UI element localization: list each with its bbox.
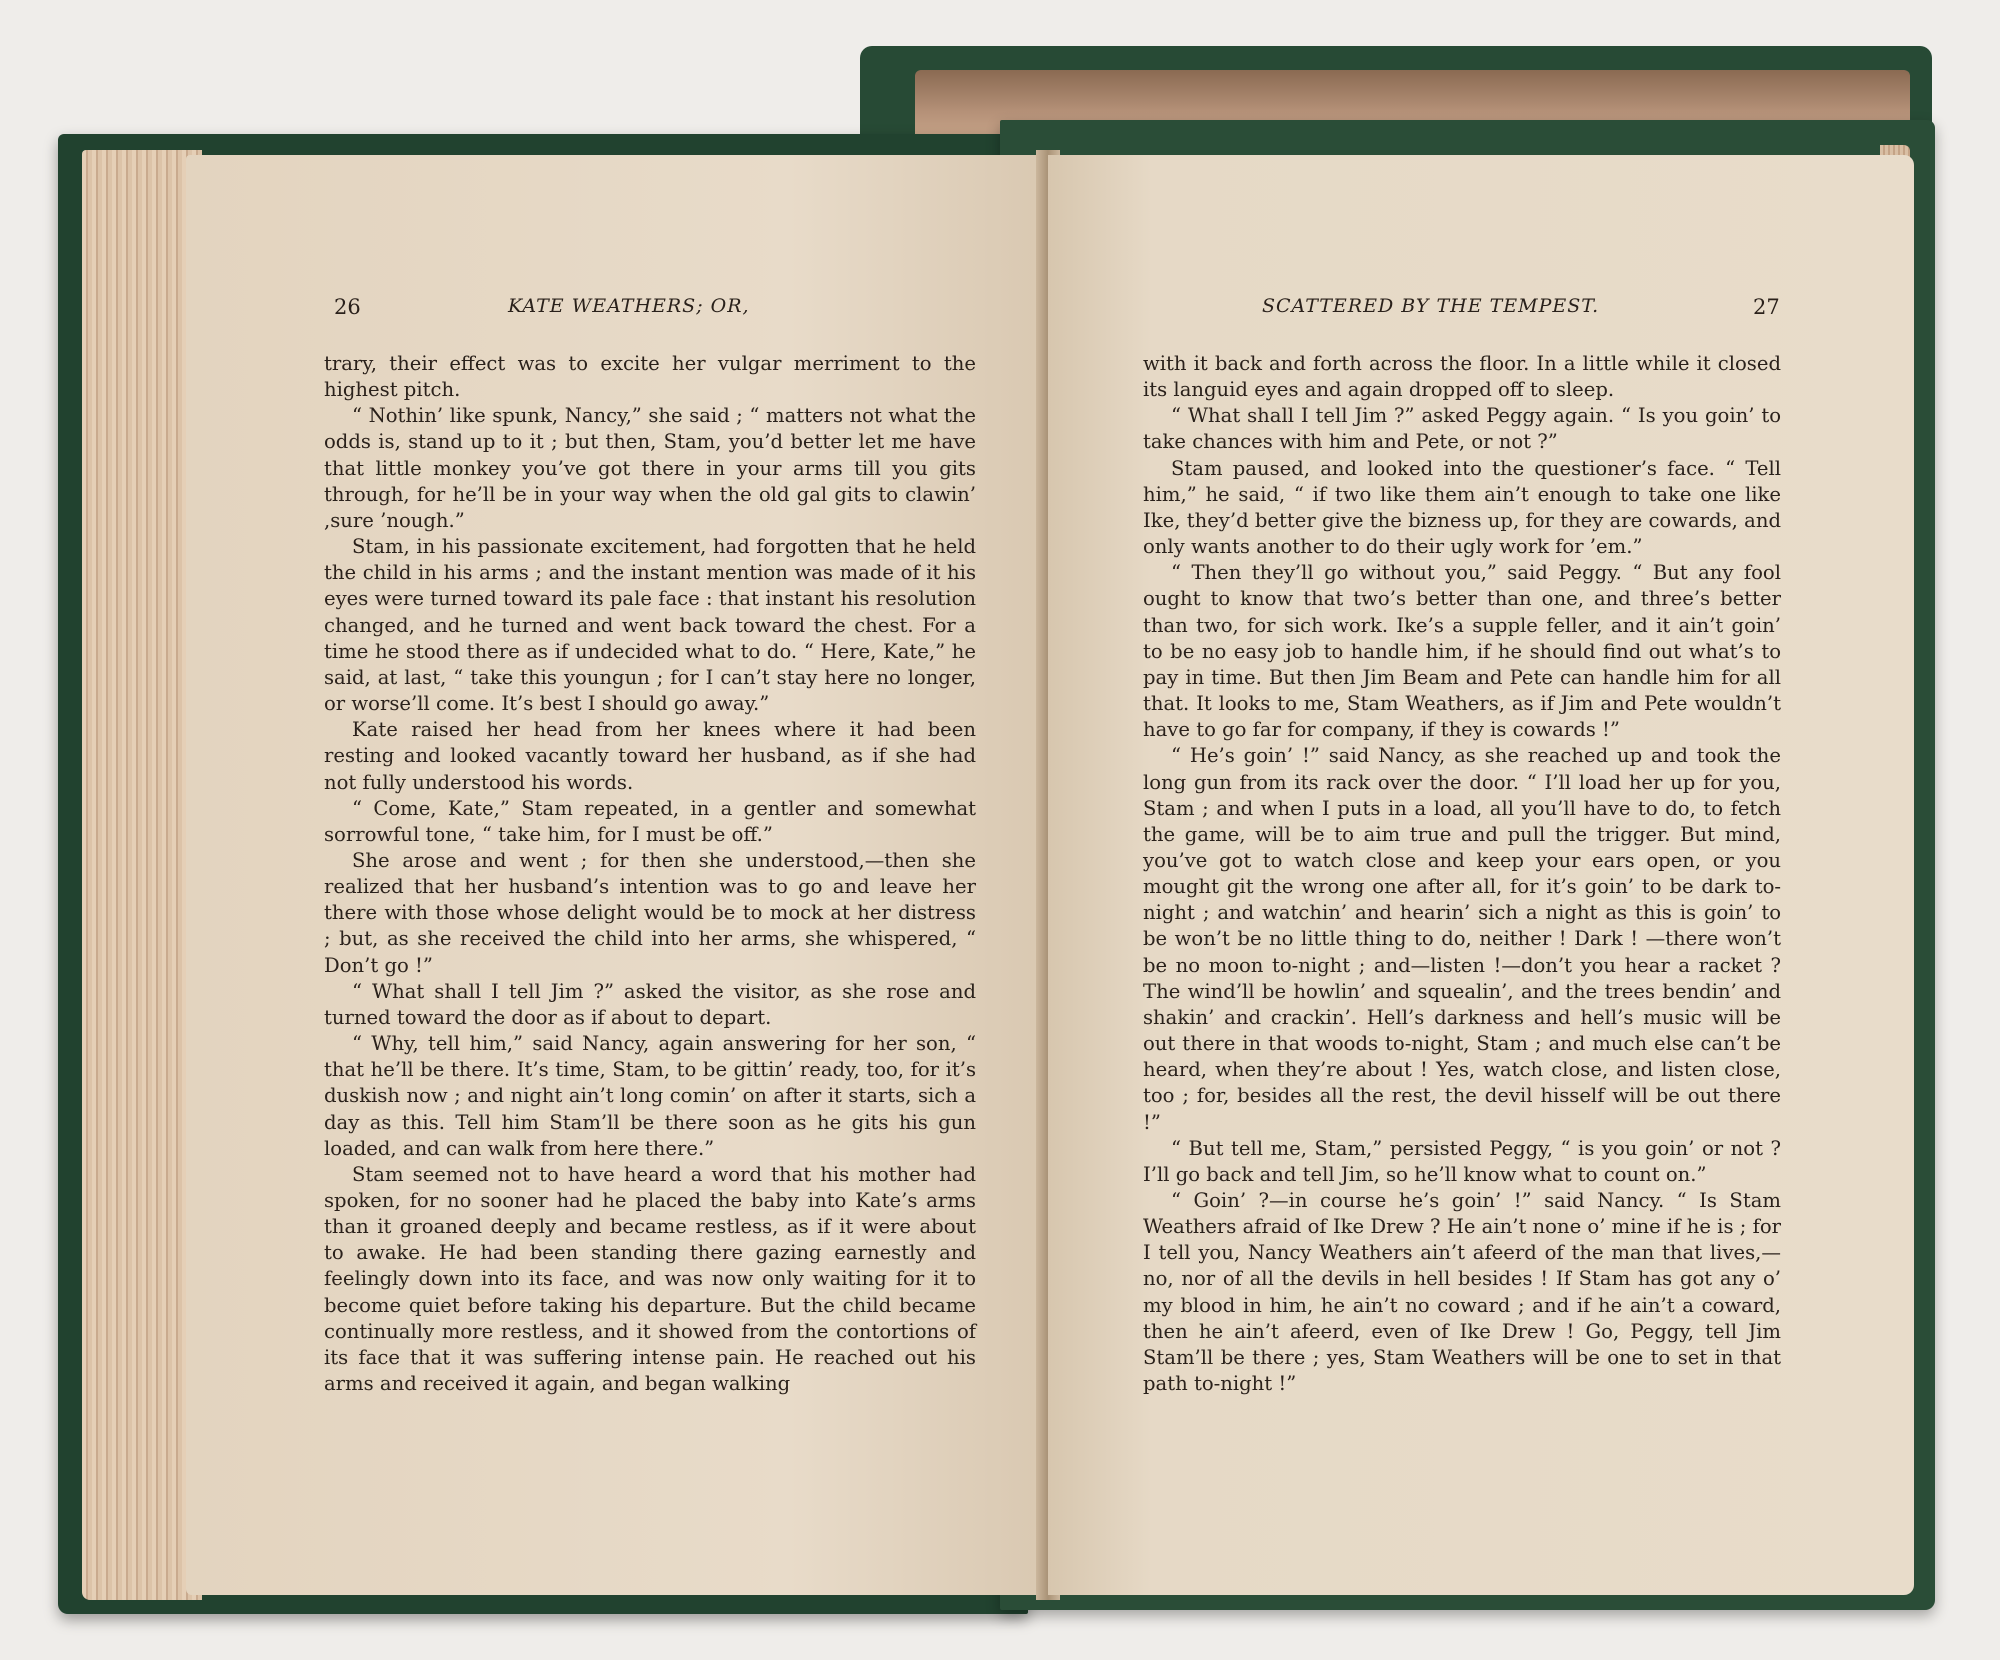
paragraph: “ Come, Kate,” Stam repeated, in a gentler and somewhat sorrowful tone, “ take him, for I must be off.” <box>324 796 976 846</box>
paragraph: Stam, in his passionate excitement, had forgotten that he held the child in his arms ; and the instant mention was made of it his eyes were turned toward its pale face : that instant his resolution changed, and he turned and went back toward the chest. For a time he stood there as if undecided what to do. “ Here, Kate,” he said, at last, “ take this youngun ; for I can’t stay here no longer, or worse’ll come. It’s best I should go away.” <box>324 535 976 716</box>
left-page-text <box>324 351 976 1397</box>
left-running-head: KATE WEATHERS; OR, <box>508 295 750 317</box>
paragraph: She arose and went ; for then she understood,—then she realized that her husband’s intention was to go and leave her there with those whose delight would be to mock at her distress ; but, as she received the child into her arms, she whispered, “ Don’t go !” <box>324 848 976 977</box>
left-page <box>186 155 1048 1595</box>
paragraph: trary, their effect was to excite her vulgar merriment to the highest pitch. <box>324 352 976 402</box>
left-page-number: 26 <box>334 295 361 319</box>
paragraph: “ What shall I tell Jim ?” asked Peggy again. “ Is you goin’ to take chances with him and Pete, or not ?” <box>1143 404 1781 454</box>
right-page-text <box>1143 351 1781 1397</box>
paragraph: “ He’s goin’ !” said Nancy, as she reached up and took the long gun from its rack over the door. “ I’ll load her up for you, Stam ; and when I puts in a load, all you’ll have to do, to fetch the game, will be to aim true and pull the trigger. But mind, you’ve got to watch close and keep your ears open, or you mought git the wrong one after all, for it’s goin’ to be dark to-night ; and watchin’ and hearin’ sich a night as this is goin’ to be won’t be no little thing to do, neither ! Dark ! —there won’t be no moon to-night ; and—listen !—don’t you hear a racket ? The wind’ll be howlin’ and squealin’, and the trees bendin’ and shakin’ and crackin’. Hell’s darkness and hell’s music will be out there in that woods to-night, Stam ; and much else can’t be heard, when they’re about ! Yes, watch close, and listen close, too ; for, besides all the rest, the devil hisself will be out there !” <box>1143 744 1781 1134</box>
page-edges-left <box>82 150 202 1600</box>
right-running-head: SCATTERED BY THE TEMPEST. <box>1262 295 1600 317</box>
paragraph: “ But tell me, Stam,” persisted Peggy, “ is you goin’ or not ? I’ll go back and tell Jim, so he’ll know what to count on.” <box>1143 1136 1781 1186</box>
paragraph: “ Why, tell him,” said Nancy, again answering for her son, “ that he’ll be there. It’s time, Stam, to be gittin’ ready, too, for it’s duskish now ; and night ain’t long comin’ on after it starts, sich a day as this. Tell him Stam’ll be there soon as he gits his gun loaded, and can walk from here there.” <box>324 1032 976 1160</box>
paragraph: “ Nothin’ like spunk, Nancy,” she said ; “ matters not what the odds is, stand up to it ; but then, Stam, you’d better let me have that little monkey you’ve got there in your arms till you gits through, for he’ll be in your way when the old gal gits to clawin’ ,sure ’nough.” <box>324 404 976 532</box>
right-page <box>1048 155 1914 1595</box>
paragraph: “ What shall I tell Jim ?” asked the visitor, as she rose and turned toward the door as if about to depart. <box>324 979 976 1029</box>
paragraph: with it back and forth across the floor. In a little while it closed its languid eyes and again dropped off to sleep. <box>1143 352 1781 402</box>
paragraph: Stam paused, and looked into the questioner’s face. “ Tell him,” he said, “ if two like them ain’t enough to take one like Ike, they’d better give the bizness up, for they are cowards, and only wants another to do their ugly work for ’em.” <box>1143 456 1781 559</box>
paragraph: Stam seemed not to have heard a word that his mother had spoken, for no sooner had he placed the baby into Kate’s arms than it groaned deeply and became restless, as if it were about to awake. He had been standing there gazing earnestly and feelingly down into its face, and was now only waiting for it to become quiet before taking his departure. But the child became continually more restless, and it showed from the contortions of its face that it was suffering intense pain. He reached out his arms and received it again, and began walking <box>324 1162 976 1396</box>
paragraph: Kate raised her head from her knees where it had been resting and looked vacantly toward her husband, as if she had not fully understood his words. <box>324 718 976 794</box>
right-page-number: 27 <box>1753 295 1780 319</box>
paragraph: “ Goin’ ?—in course he’s goin’ !” said Nancy. “ Is Stam Weathers afraid of Ike Drew ? He ain’t none o’ mine if he is ; for I tell you, Nancy Weathers ain’t afeerd of the man that lives,—no, nor of all the devils in hell besides ! If Stam has got any o’ my blood in him, he ain’t no coward ; and if he ain’t a coward, then he ain’t afeerd, even of Ike Drew ! Go, Peggy, tell Jim Stam’ll be there ; yes, Stam Weathers will be one to set in that path to-night !” <box>1143 1189 1781 1396</box>
paragraph: “ Then they’ll go without you,” said Peggy. “ But any fool ought to know that two’s better than one, and three’s better than two, for sich work. Ike’s a supple feller, and it ain’t goin’ to be no easy job to handle him, if he should find out what’s to pay in time. But then Jim Beam and Pete can handle him for all that. It looks to me, Stam Weathers, as if Jim and Pete wouldn’t have to go far for company, if they is cowards !” <box>1143 561 1781 742</box>
